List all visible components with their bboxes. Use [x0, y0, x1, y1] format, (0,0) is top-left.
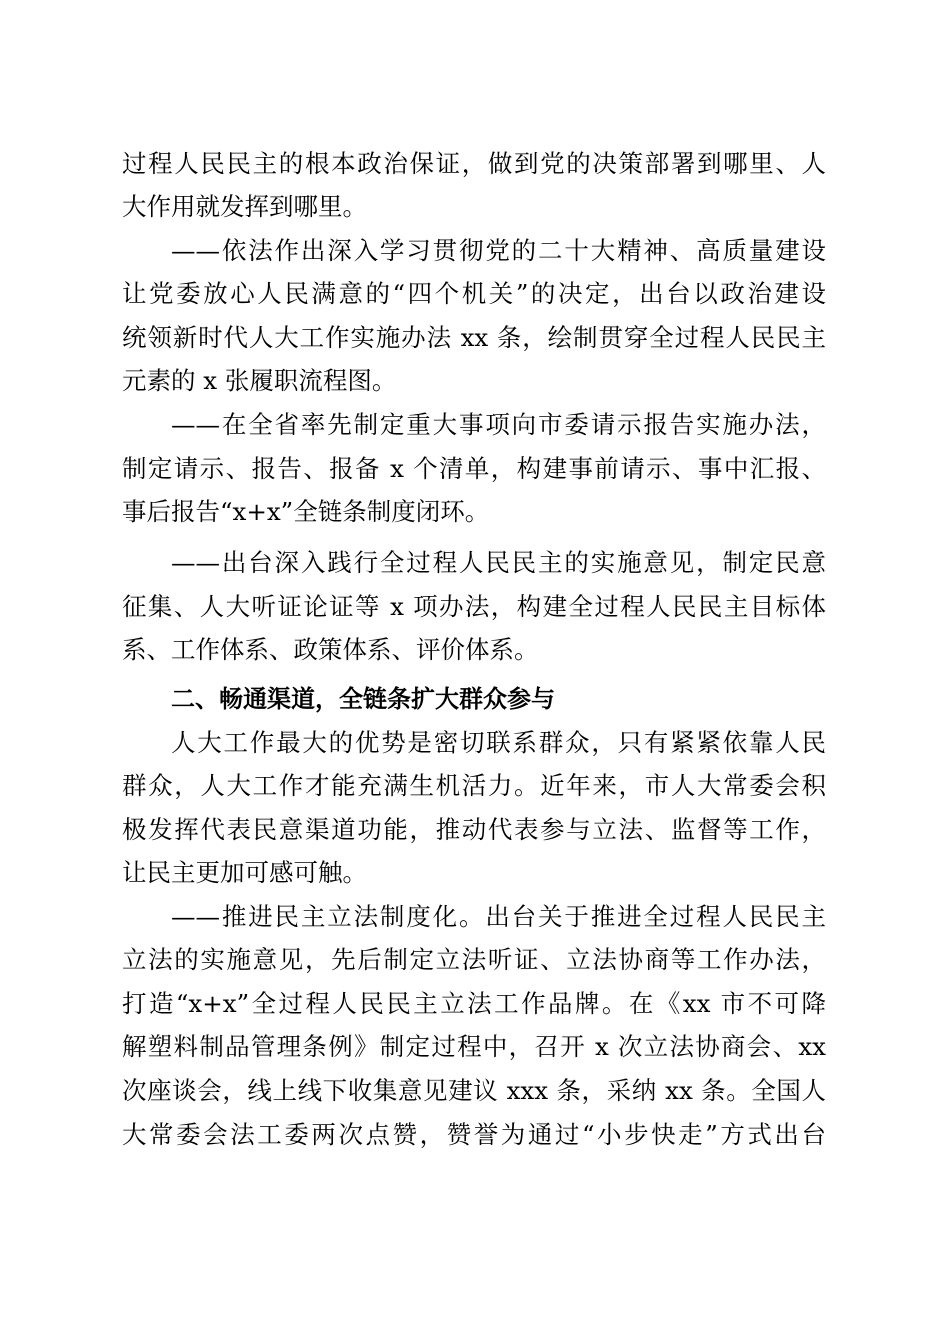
text-line: 制定请示、报告、报备 x 个清单，构建事前请示、事中汇报、 [122, 454, 826, 483]
paragraph-first-line: ——依法作出深入学习贯彻党的二十大精神、高质量建设 [171, 236, 826, 265]
text-line: 统领新时代人大工作实施办法 xx 条，绘制贯穿全过程人民民主 [122, 323, 826, 352]
text-line: 大作用就发挥到哪里。 [122, 192, 367, 221]
text-line: 大常委会法工委两次点赞，赞誉为通过“小步快走”方式出台 [122, 1120, 826, 1149]
text-line: 系、工作体系、政策体系、评价体系。 [122, 635, 539, 664]
text-line: 极发挥代表民意渠道功能，推动代表参与立法、监督等工作， [122, 815, 826, 844]
text-line: 打造“x+x”全过程人民民主立法工作品牌。在《xx 市不可降 [122, 989, 826, 1018]
paragraph-first-line: ——在全省率先制定重大事项向市委请示报告实施办法， [171, 410, 826, 439]
text-line: 征集、人大听证论证等 x 项办法，构建全过程人民民主目标体 [122, 592, 826, 621]
text-line: 群众，人大工作才能充满生机活力。近年来，市人大常委会积 [122, 771, 826, 800]
text-line: 立法的实施意见，先后制定立法听证、立法协商等工作办法， [122, 945, 826, 974]
paragraph-first-line: ——出台深入践行全过程人民民主的实施意见，制定民意 [171, 548, 826, 577]
text-line: 过程人民民主的根本政治保证，做到党的决策部署到哪里、人 [122, 149, 826, 178]
text-line: 解塑料制品管理条例》制定过程中，召开 x 次立法协商会、xx [122, 1032, 826, 1061]
text-line: 元素的 x 张履职流程图。 [122, 366, 397, 395]
text-line: 次座谈会，线上线下收集意见建议 xxx 条，采纳 xx 条。全国人 [122, 1076, 826, 1105]
paragraph-first-line: 人大工作最大的优势是密切联系群众，只有紧紧依靠人民 [171, 728, 826, 757]
text-line: 事后报告“x+x”全链条制度闭环。 [122, 497, 490, 526]
text-line: 让民主更加可感可触。 [122, 858, 367, 887]
section-heading: 二、畅通渠道，全链条扩大群众参与 [171, 685, 555, 713]
paragraph-first-line: ——推进民主立法制度化。出台关于推进全过程人民民主 [171, 902, 826, 931]
text-line: 让党委放心人民满意的“四个机关”的决定，出台以政治建设 [122, 279, 826, 308]
